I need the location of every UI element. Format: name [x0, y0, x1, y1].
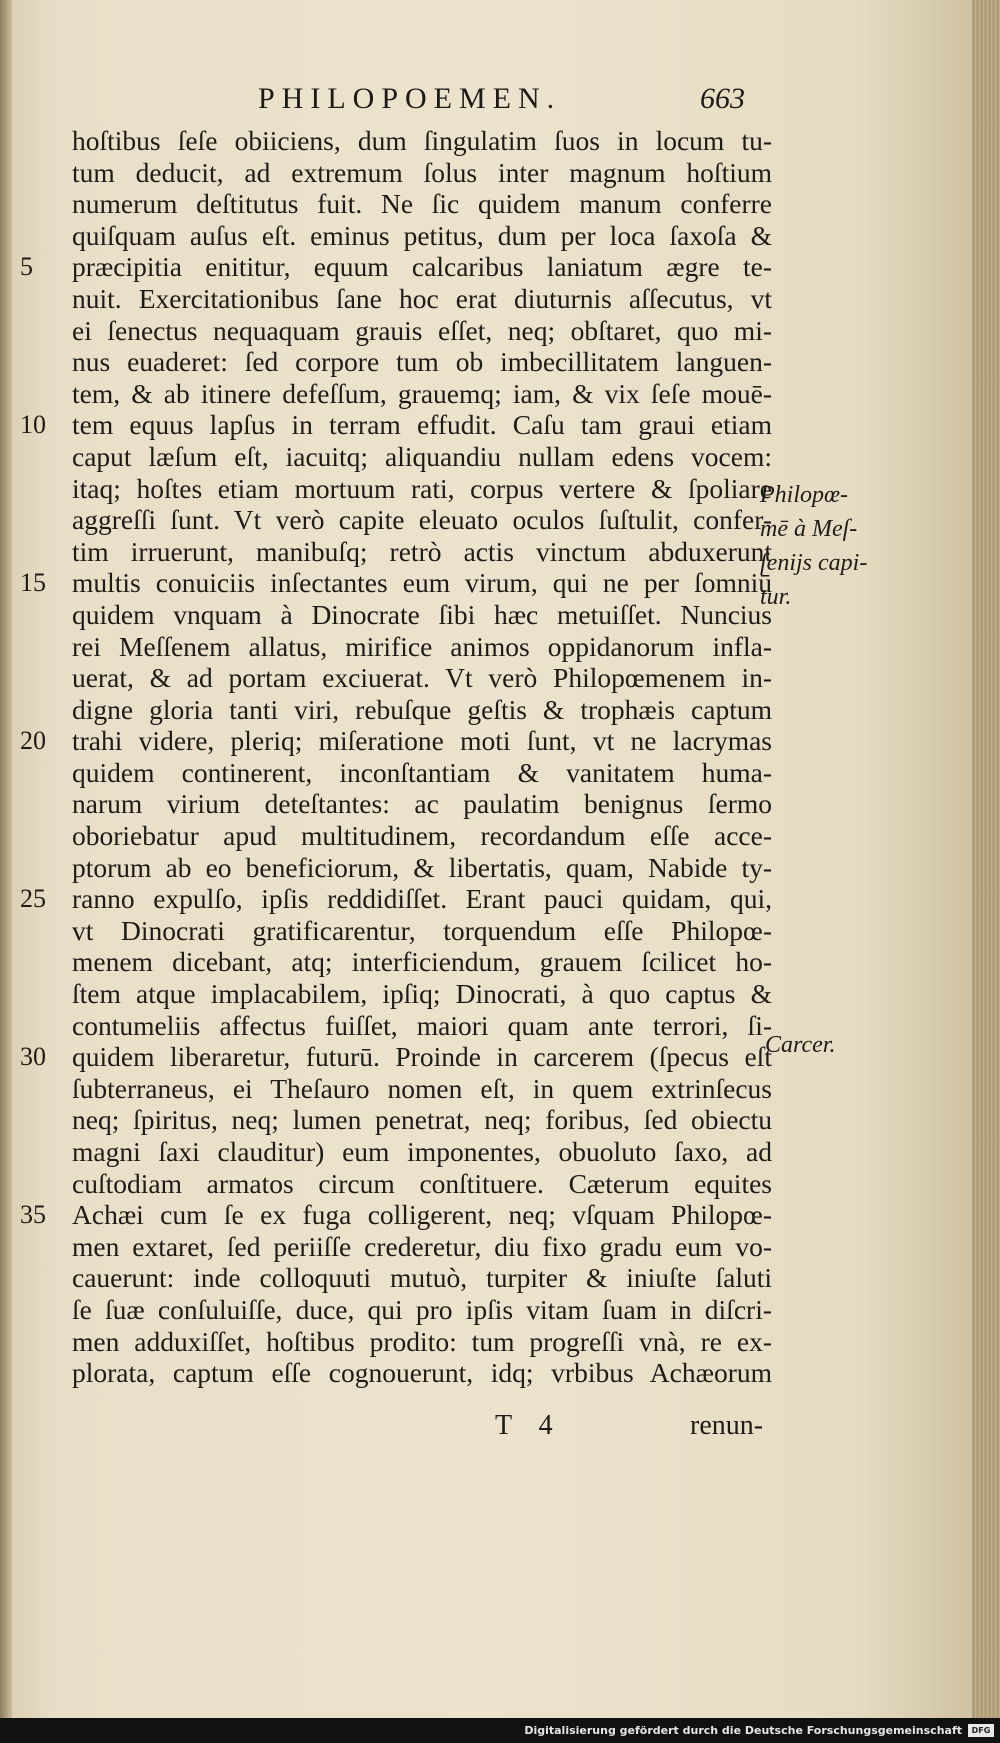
- running-head: PHILOPOEMEN.: [258, 82, 562, 115]
- text-line: [20, 883, 772, 915]
- line-text: multis conuiciis inſectantes eum virum, qui ne per ſomniū: [72, 567, 772, 599]
- text-line: [72, 1326, 772, 1358]
- binding-shadow: [0, 0, 12, 1718]
- text-line: [72, 1136, 772, 1168]
- text-line: [72, 662, 772, 694]
- line-text: ſtem atque implacabilem, ipſiq; Dinocrati, à quo captus &: [72, 978, 772, 1010]
- line-text: aggreſſi ſunt. Vt verò capite eleuato oculos ſuſtulit, confer-: [72, 504, 772, 536]
- line-number: 15: [20, 568, 46, 598]
- line-text: quidem liberaretur, futurū. Proinde in carcerem (ſpecus eſt: [72, 1041, 772, 1073]
- line-text: præcipitia enititur, equum calcaribus laniatum ægre te-: [72, 251, 772, 283]
- text-line: [72, 757, 772, 789]
- line-text: tum deducit, ad extremum ſolus inter magnum hoſtium: [72, 156, 772, 188]
- text-line: [72, 1168, 772, 1200]
- text-line: [20, 409, 772, 441]
- line-text: men extaret, ſed periiſſe crederetur, diu fixo gradu eum vo-: [72, 1230, 772, 1262]
- line-text: ſe ſuæ conſuluiſſe, duce, qui pro ipſis vitam ſuam in diſcri-: [72, 1293, 772, 1325]
- text-line: [72, 694, 772, 726]
- text-line: [72, 1357, 772, 1389]
- marginal-note-capture: [760, 478, 870, 614]
- line-number: 5: [20, 252, 33, 282]
- text-line: [72, 378, 772, 410]
- line-text: quiſquam auſus eſt. eminus petitus, dum per loca ſaxoſa &: [72, 219, 772, 251]
- text-line: [72, 915, 772, 947]
- marginal-line: ſenijs capi-: [760, 550, 868, 576]
- text-line: [72, 1231, 772, 1263]
- text-line: [72, 157, 772, 189]
- main-text-block: [20, 125, 772, 1389]
- line-text: cuſtodiam armatos circum conſtituere. Cæterum equites: [72, 1167, 772, 1199]
- text-line: [72, 1073, 772, 1105]
- line-text: ei ſenectus nequaquam grauis eſſet, neq; obſtaret, quo mi-: [72, 314, 772, 346]
- text-line: [72, 599, 772, 631]
- text-line: [72, 978, 772, 1010]
- text-line: [72, 852, 772, 884]
- text-line: [20, 1199, 772, 1231]
- dfg-logo: DFG: [968, 1724, 994, 1737]
- line-text: menem dicebant, atq; interficiendum, grauem ſcilicet ho-: [72, 946, 772, 978]
- line-text: itaq; hoſtes etiam mortuum rati, corpus vertere & ſpoliare: [72, 472, 772, 504]
- text-line: [72, 1104, 772, 1136]
- text-line: [72, 788, 772, 820]
- text-line: [72, 1294, 772, 1326]
- line-text: numerum deſtitutus fuit. Ne ſic quidem manum conferre: [72, 188, 772, 220]
- line-text: tem equus lapſus in terram effudit. Caſu tam graui etiam: [72, 409, 772, 441]
- line-text: oboriebatur apud multitudinem, recordandum eſſe acce-: [72, 820, 772, 852]
- line-text: tem, & ab itinere defeſſum, grauemq; iam, & vix ſeſe mouē-: [72, 377, 772, 409]
- line-text: neq; ſpiritus, neq; lumen penetrat, neq; foribus, ſed obiectu: [72, 1104, 772, 1136]
- text-line: [72, 346, 772, 378]
- text-line: [72, 441, 772, 473]
- line-text: tim irruerunt, manibuſq; retrò actis vinctum abduxerunt: [72, 535, 772, 567]
- line-text: digne gloria tanti viri, rebuſque geſtis & trophæis captum: [72, 693, 772, 725]
- text-line: [72, 220, 772, 252]
- line-number: 35: [20, 1200, 46, 1230]
- line-text: cauerunt: inde colloquuti mutuò, turpiter & iniuſte ſaluti: [72, 1262, 772, 1294]
- line-text: quidem vnquam à Dinocrate ſibi hæc metuiſſet. Nuncius: [72, 598, 772, 630]
- marginal-note-carcer: [765, 1028, 875, 1062]
- line-text: trahi videre, pleriq; miſeratione moti ſunt, vt ne lacrymas: [72, 725, 772, 757]
- text-line: [72, 820, 772, 852]
- line-text: uerat, & ad portam exciuerat. Vt verò Philopœmenem in-: [72, 662, 772, 694]
- line-text: ranno expulſo, ipſis reddidiſſet. Erant pauci quidam, qui,: [72, 883, 772, 915]
- line-number: 20: [20, 726, 46, 756]
- line-text: Achæi cum ſe ex fuga colligerent, neq; vſquam Philopœ-: [72, 1199, 772, 1231]
- marginal-line: tur.: [760, 584, 792, 610]
- text-line: [72, 631, 772, 663]
- line-text: nus euaderet: ſed corpore tum ob imbecillitatem languen-: [72, 346, 772, 378]
- line-text: men adduxiſſet, hoſtibus prodito: tum progreſſi vnà, re ex-: [72, 1325, 772, 1357]
- text-line: [20, 725, 772, 757]
- marginal-line: Philopœ-: [760, 482, 848, 508]
- text-line: [72, 536, 772, 568]
- text-line: [20, 1041, 772, 1073]
- digitization-footer: [0, 1718, 1000, 1743]
- line-text: magni ſaxi clauditur) eum imponentes, obuoluto ſaxo, ad: [72, 1136, 772, 1167]
- text-line: [72, 283, 772, 315]
- line-number: 30: [20, 1042, 46, 1072]
- text-line: [20, 251, 772, 283]
- line-text: rei Meſſenem allatus, mirifice animos oppidanorum infla-: [72, 630, 772, 662]
- line-number: 25: [20, 884, 46, 914]
- footer-credit: Digitalisierung gefördert durch die Deutsche Forschungsgemeinschaft: [524, 1724, 962, 1737]
- line-text: narum virium deteſtantes: ac paulatim benignus ſermo: [72, 788, 772, 820]
- line-text: caput læſum eſt, iacuitq; aliquandiu nullam edens vocem:: [72, 440, 772, 472]
- line-text: vt Dinocrati gratificarentur, torquendum eſſe Philopœ-: [72, 914, 772, 946]
- text-line: [72, 188, 772, 220]
- line-text: nuit. Exercitationibus ſane hoc erat diuturnis aſſecutus, vt: [72, 282, 772, 314]
- marginal-line: mē à Meſ-: [760, 516, 858, 542]
- catchword: renun-: [690, 1410, 764, 1441]
- text-line: [72, 473, 772, 505]
- text-line: [72, 315, 772, 347]
- line-text: ſubterraneus, ei Theſauro nomen eſt, in quem extrinſecus: [72, 1072, 772, 1104]
- line-text: ptorum ab eo beneficiorum, & libertatis, quam, Nabide ty-: [72, 851, 772, 883]
- line-number: 10: [20, 410, 46, 440]
- text-line: [72, 504, 772, 536]
- text-line: [72, 1262, 772, 1294]
- text-line: [72, 946, 772, 978]
- page-number: 663: [700, 82, 745, 115]
- text-line: [72, 1010, 772, 1042]
- text-line: [20, 567, 772, 599]
- line-text: plorata, captum eſſe cognouerunt, idq; vrbibus Achæorum: [72, 1357, 772, 1389]
- signature-mark: T 4: [495, 1410, 563, 1441]
- line-text: contumeliis affectus fuiſſet, maiori quam ante terrori, ſi-: [72, 1009, 772, 1041]
- text-line: [72, 125, 772, 157]
- marginal-line: Carcer.: [765, 1032, 836, 1058]
- line-text: hoſtibus ſeſe obiiciens, dum ſingulatim ſuos in locum tu-: [72, 125, 772, 156]
- line-text: quidem continerent, inconſtantiam & vanitatem huma-: [72, 756, 772, 788]
- page-edges: [972, 0, 1000, 1718]
